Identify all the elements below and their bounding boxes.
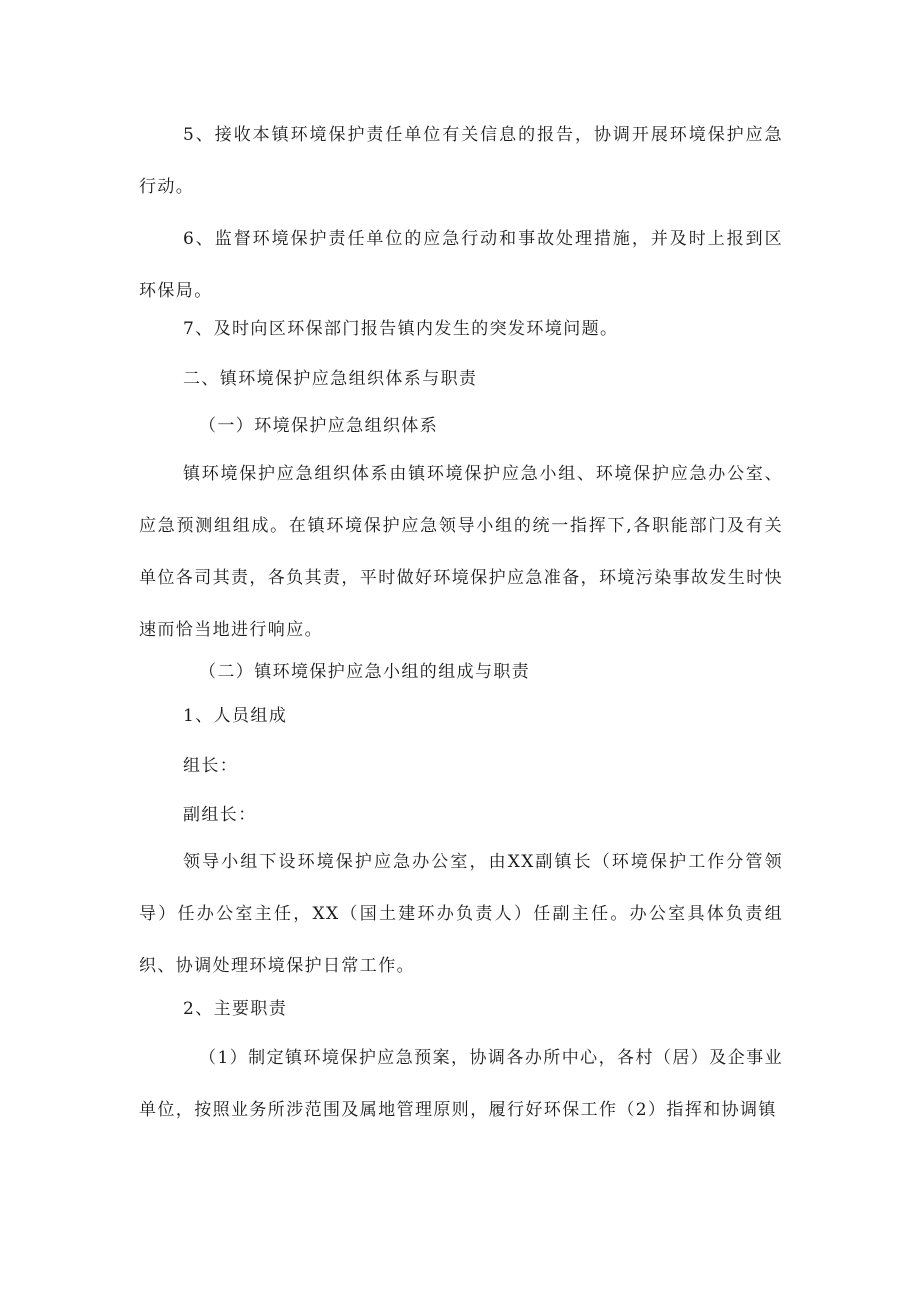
- subsection-heading-2: （二）镇环境保护应急小组的组成与职责: [199, 662, 531, 682]
- paragraph-duty-1: （1）制定镇环境保护应急预案，协调各办所中心，各村（居）及企事业单位，按照业务所涉范围及属地管理原则，履行好环保工作（2）指挥和协调镇: [139, 1048, 783, 1120]
- subsection-heading-1: （一）环境保护应急组织体系: [199, 416, 439, 436]
- item-heading-personnel: 1、人员组成: [183, 706, 288, 726]
- field-group-leader: 组长：: [183, 756, 239, 776]
- paragraph-item-7: 7、及时向区环保部门报告镇内发生的突发环境问题。: [183, 319, 619, 339]
- field-deputy-leader: 副组长：: [183, 805, 257, 825]
- section-heading-2: 二、镇环境保护应急组织体系与职责: [183, 369, 478, 389]
- item-heading-duties: 2、主要职责: [183, 999, 288, 1019]
- paragraph-item-5: 5、接收本镇环境保护责任单位有关信息的报告，协调开展环境保护应急行动。: [139, 125, 783, 197]
- paragraph-office: 领导小组下设环境保护应急办公室，由XX副镇长（环境保护工作分管领导）任办公室主任，XX（国土建环办负责人）任副主任。办公室具体负责组织、协调处理环境保护日常工作。: [139, 852, 783, 976]
- paragraph-item-6: 6、监督环境保护责任单位的应急行动和事故处理措施，并及时上报到区环保局。: [139, 229, 783, 301]
- paragraph-org-system: 镇环境保护应急组织体系由镇环境保护应急小组、环境保护应急办公室、应急预测组组成。在镇环境保护应急领导小组的统一指挥下,各职能部门及有关单位各司其责，各负其责，平时做好环境保护应急准备，环境污染事故发生时快速而恰当地进行响应。: [139, 464, 783, 640]
